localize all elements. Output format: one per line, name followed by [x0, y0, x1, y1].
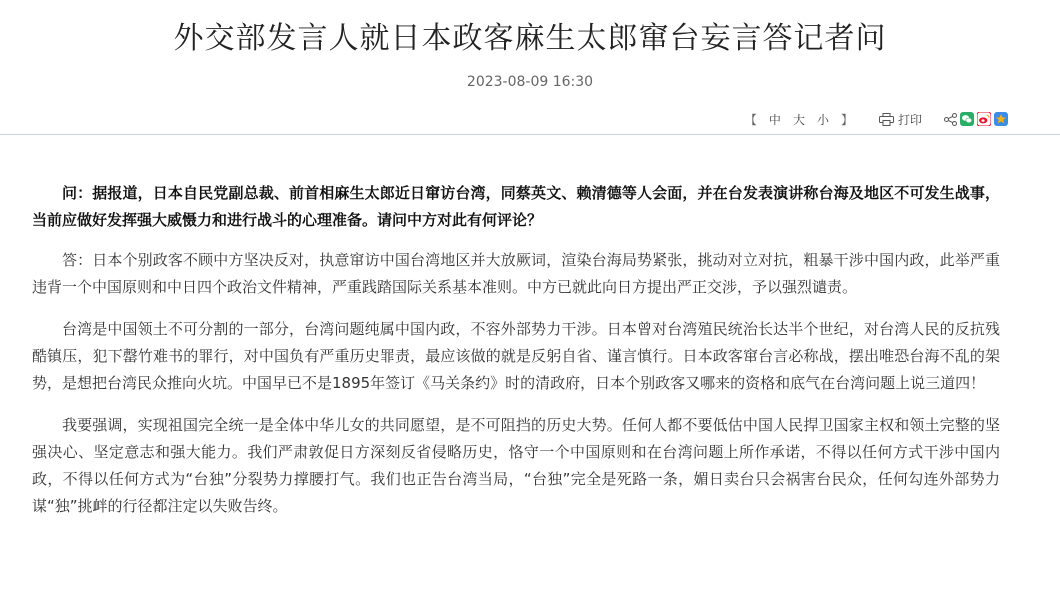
answer-paragraph: 答：日本个别政客不顾中方坚决反对，执意窜访中国台湾地区并大放厥词，渲染台海局势紧张，挑动对立对抗，粗暴干涉中国内政，此举严重违背一个中国原则和中日四个政治文件精神，严重践踏国际关系基本准则。中方已就此向日方提出严正交涉，予以强烈谴责。 — [32, 251, 1000, 296]
font-size-medium[interactable]: 大 — [792, 112, 805, 127]
body-paragraph: 我要强调，实现祖国完全统一是全体中华儿女的共同愿望，是不可阻挡的历史大势。任何人都不要低估中国人民捍卫国家主权和领土完整的坚强决心、坚定意志和强大能力。我们严肃敦促日方深刻反省侵略历史，恪守一个中国原则和在台湾问题上所作承诺，不得以任何方式干涉中国内政，不得以任何方式为“台独”分裂势力撑腰打气。我们也正告台湾当局，“台独”完全是死路一条，媚日卖台只会祸害台民众，任何勾连外部势力谋“独”挑衅的行径都注定以失败告终。 — [32, 416, 1000, 515]
font-size-small[interactable]: 小 — [816, 112, 829, 127]
share-icon[interactable] — [944, 113, 957, 126]
body-paragraph: 台湾是中国领土不可分割的一部分，台湾问题纯属中国内政，不容外部势力干涉。日本曾对台湾殖民统治长达半个世纪，对台湾人民的反抗残酷镇压，犯下罄竹难书的罪行，对中国负有严重历史罪责，最应该做的就是反躬自省、谨言慎行。日本政客窜台言必称战，摆出唯恐台海不乱的架势，是想把台湾民众推向火坑。中国早已不是1895年签订《马关条约》时的清政府，日本个别政客又哪来的资格和底气在台湾问题上说三道四！ — [32, 320, 1000, 392]
wechat-icon[interactable] — [960, 112, 974, 126]
article-body — [32, 180, 1000, 535]
font-size-large[interactable]: 中 — [768, 112, 781, 127]
article-toolbar — [745, 108, 1008, 130]
weibo-icon[interactable] — [977, 112, 991, 126]
font-size-selector — [745, 111, 853, 128]
header-divider — [0, 134, 1060, 135]
article-title: 外交部发言人就日本政客麻生太郎窜台妄言答记者问 — [173, 21, 887, 56]
share-bar — [944, 112, 1008, 126]
qzone-icon[interactable] — [994, 112, 1008, 126]
bracket-close: 】 — [840, 112, 853, 127]
print-label: 打印 — [897, 112, 922, 127]
print-button[interactable] — [879, 111, 922, 128]
printer-icon — [879, 113, 894, 126]
publish-date: 2023-08-09 16:30 — [466, 74, 594, 90]
bracket-open: 【 — [744, 112, 757, 127]
question-paragraph: 问：据报道，日本自民党副总裁、前首相麻生太郎近日窜访台湾，同蔡英文、赖清德等人会面，并在台发表演讲称台海及地区不可发生战事，当前应做好发挥强大威慑力和进行战斗的心理准备。请问中方对此有何评论？ — [32, 184, 1000, 229]
